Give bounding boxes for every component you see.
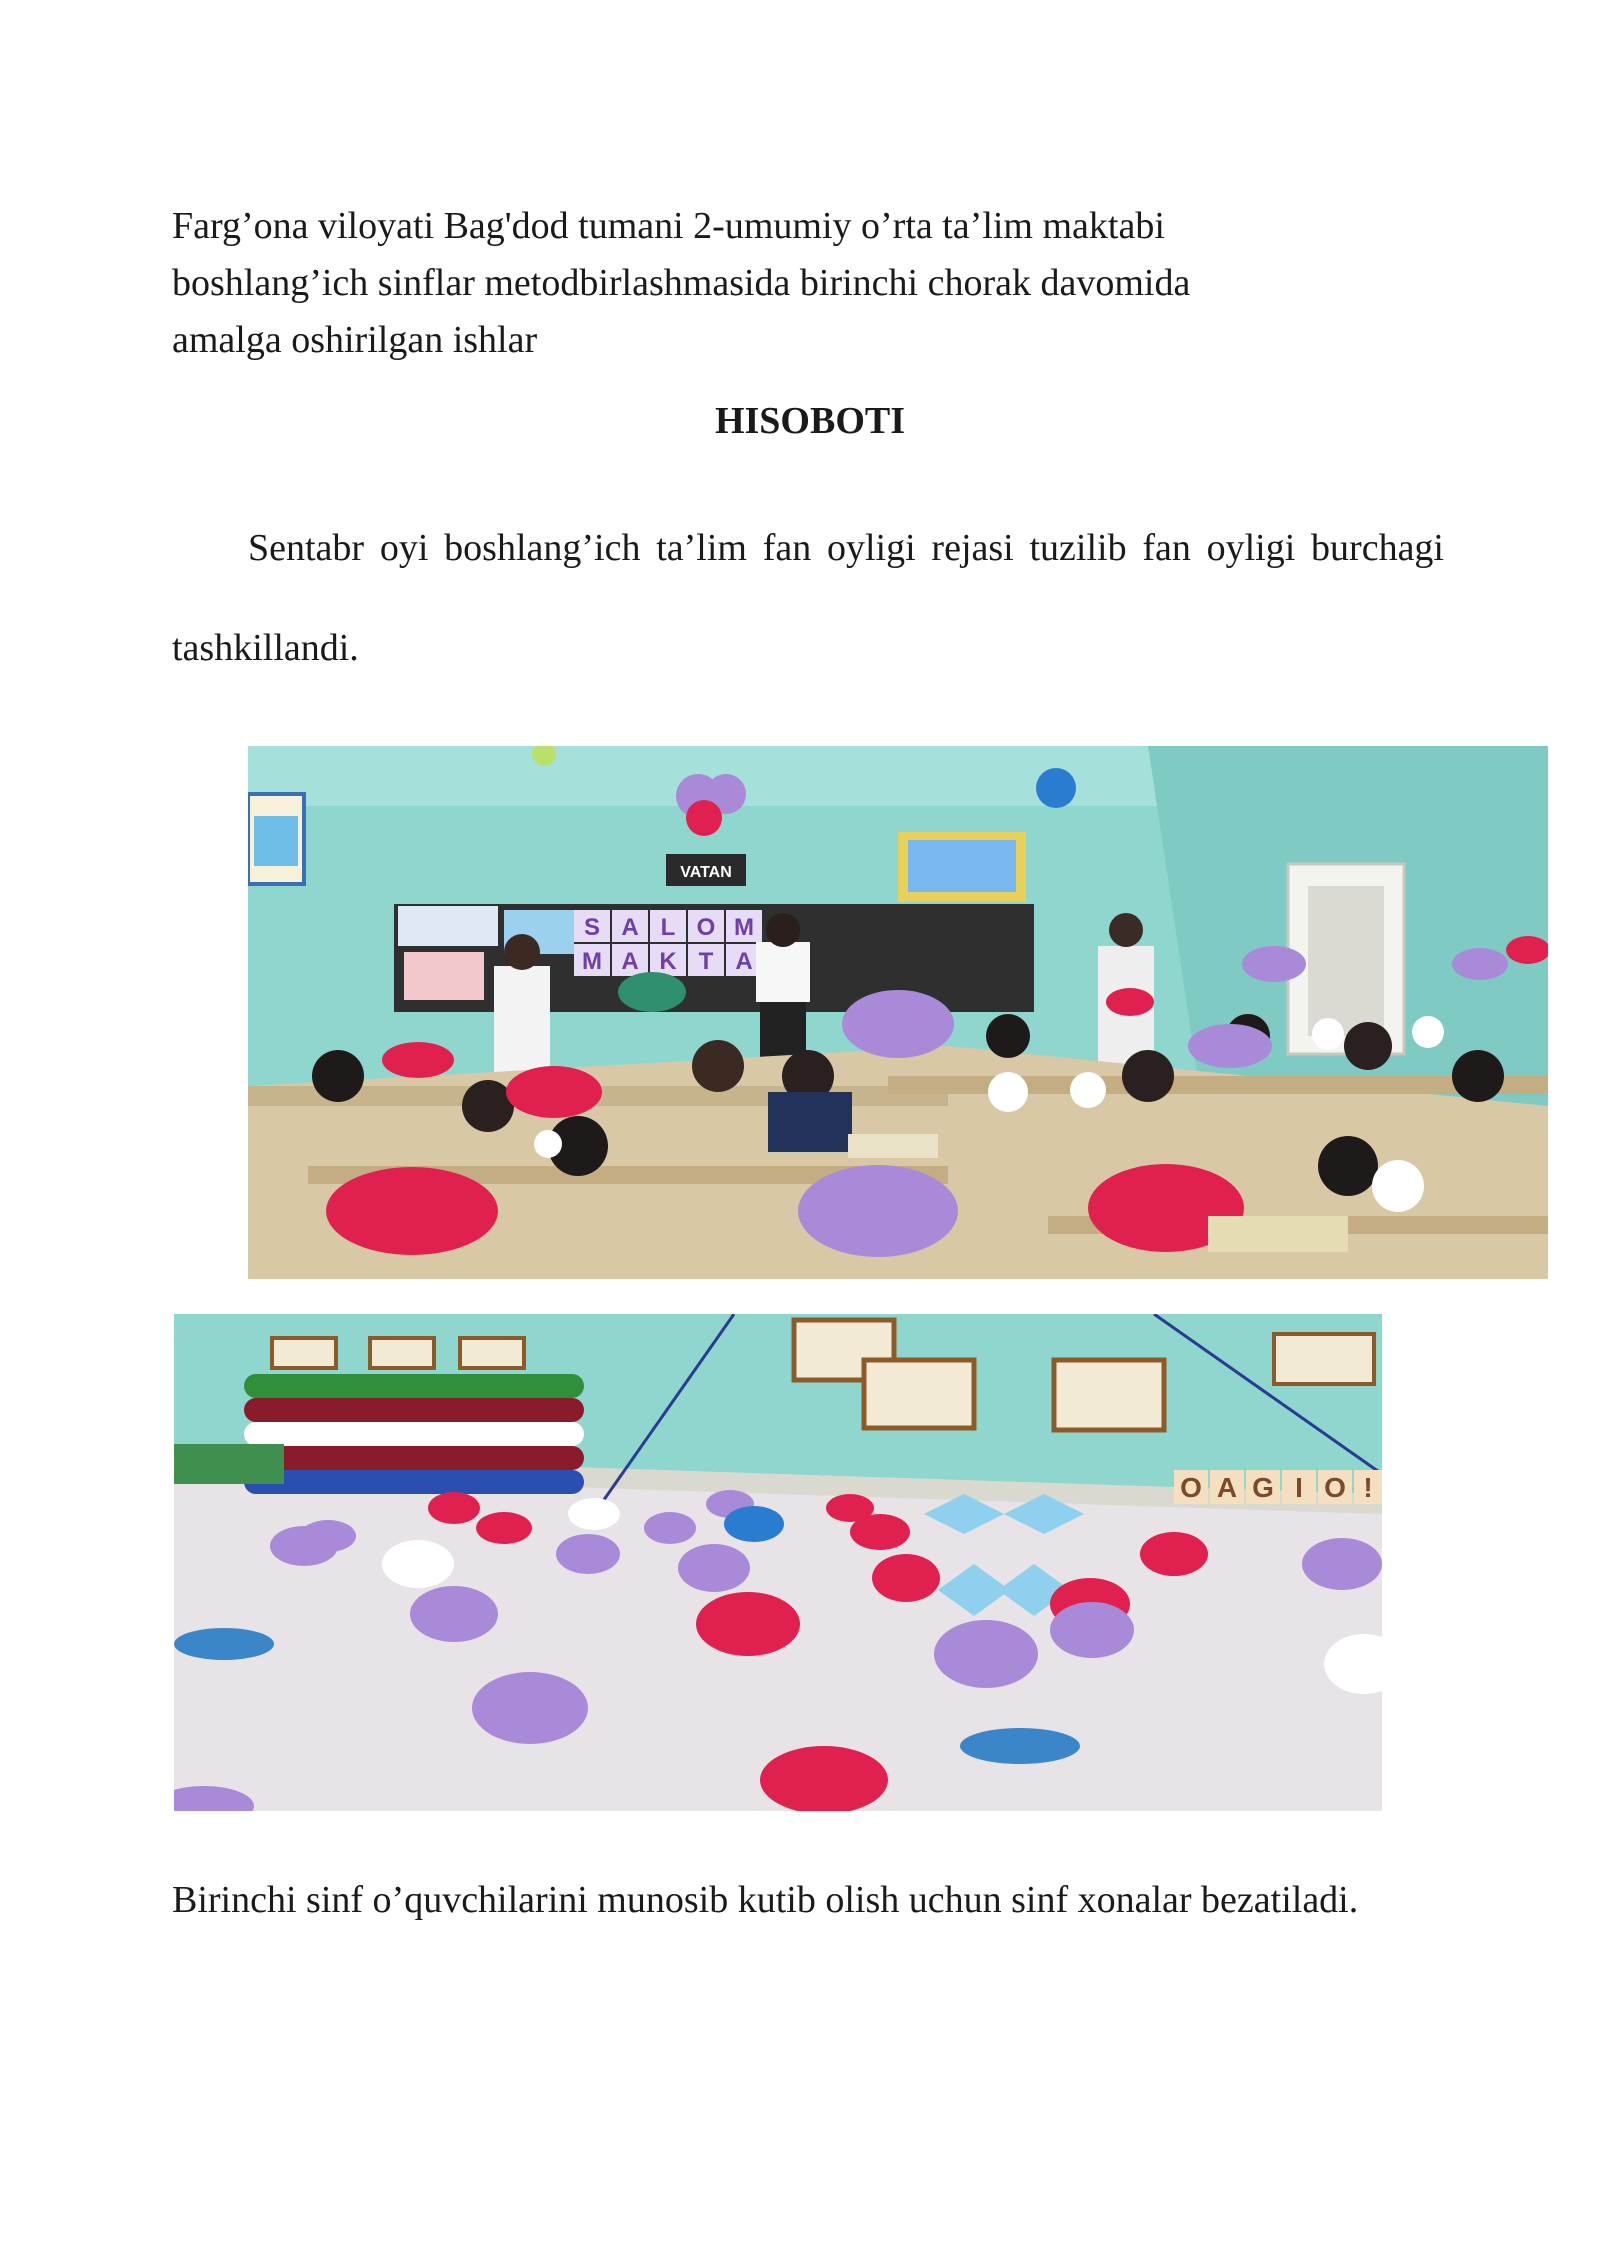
document-title: HISOBOTI [714,400,906,442]
classroom-photo-drawing [248,746,1548,1279]
wall-letter: I [1295,1472,1303,1503]
board-letter: S [583,914,601,941]
wall-letter: ! [1363,1472,1373,1503]
wall-letter: O [1324,1472,1346,1503]
board-letter: L [660,914,676,941]
board-letter: A [735,948,753,975]
heading-line-3: amalga oshirilgan ishlar [172,319,538,361]
board-letter: T [698,948,714,975]
vatan-sign: VATAN [680,864,732,881]
wall-letter: G [1252,1472,1274,1503]
wall-letter: O [1180,1472,1202,1503]
board-letter: A [621,948,639,975]
heading-line-2: boshlang’ich sinflar metodbirlashmasida birinchi chorak davomida [172,262,1191,304]
paragraph-sinf-xonalar: Birinchi sinf o’quvchilarini munosib kutib olish uchun sinf xonalar bezatiladi. [172,1879,1359,1921]
decorated-classroom-drawing [174,1314,1382,1811]
board-letter: K [659,948,677,975]
document-heading [172,198,1432,369]
board-letter: A [621,914,639,941]
decorated-classroom-photo [174,1314,1382,1811]
paragraph-fan-oyligi: Sentabr oyi boshlang’ich ta’lim fan oyligi rejasi tuzilib fan oyligi burchagi tashkillandi. [172,527,1444,669]
classroom-photo [248,746,1548,1279]
board-letter: M [582,948,602,975]
wall-letter: A [1216,1472,1238,1503]
board-letter: O [696,914,716,941]
heading-line-1: Farg’ona viloyati Bag'dod tumani 2-umumiy o’rta ta’lim maktabi [172,205,1165,247]
board-letter: M [734,914,754,941]
